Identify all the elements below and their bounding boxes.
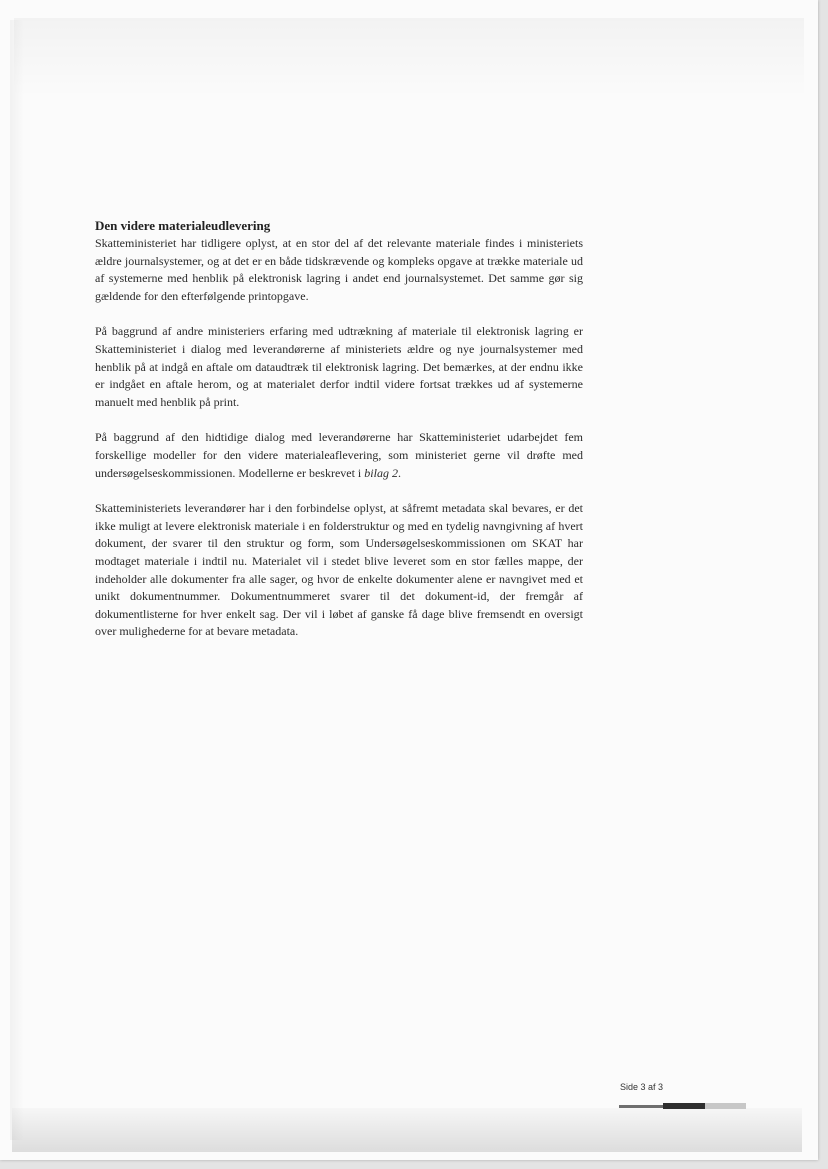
section-heading: Den videre materialeudlevering xyxy=(95,218,271,233)
scan-shadow-top xyxy=(14,18,804,98)
footer-bar-segment xyxy=(705,1103,746,1109)
paragraph-4: Skatteministeriets leverandører har i den forbindelse oplyst, at såfremt metadata skal bevares, er det ikke muligt at levere elektronisk materiale i en folderstruktur og med en tydelig navngivning af hvert dokument, der svarer til den struktur og form, som Undersøgelseskommissionen om SKAT har modtaget materiale i indtil nu. Materialet vil i stedet blive leveret som en stor fælles mappe, der indeholder alle dokumenter fra alle sager, og hvor de enkelte dokumenter alene er navngivet med et unikt dokumentnummer. Dokumentnummeret svarer til det dokument-id, der fremgår af dokumentlisterne for hver enkelt sag. Der vil i løbet af ganske få dage blive fremsendt en oversigt over mulighederne for at bevare metadata. xyxy=(95,501,583,639)
paragraph-3 xyxy=(95,429,583,482)
paragraph-1: Skatteministeriet har tidligere oplyst, at en stor del af det relevante materiale findes i ministeriets ældre journalsystemer, og at det er en både tidskrævende og kompleks opgave at trække materiale ud af systemerne med henblik på elektronisk lagring i andet end journalsystemet. Det samme gør sig gældende for den efterfølgende printopgave. xyxy=(95,236,583,303)
footer-decorative-bar xyxy=(619,1103,746,1111)
scan-shadow-bottom xyxy=(12,1108,802,1152)
appendix-reference: bilag 2 xyxy=(364,465,398,480)
page-number: Side 3 af 3 xyxy=(620,1082,664,1092)
paragraph-3-end: . xyxy=(397,465,401,480)
paragraph-2: På baggrund af andre ministeriers erfaring med udtrækning af materiale til elektronisk lagring er Skatteministeriet i dialog med leverandørerne af ministeriets ældre og nye journalsystemer med henblik på at indgå en aftale om dataudtræk til elektronisk lagring. Det bemærkes, at der endnu ikke er indgået en aftale herom, og at materialet derfor indtil videre fortsat trækkes ud af systemerne manuelt med henblik på print. xyxy=(95,324,583,409)
paragraph-3-text: På baggrund af den hidtidige dialog med leverandørerne har Skatteministeriet udarbejdet fem forskellige modeller for den videre materialeaflevering, som ministeriet gerne vil drøfte med undersøgelseskommissionen. Modellerne er beskrevet i xyxy=(95,430,583,480)
document-body xyxy=(95,217,583,659)
scan-shadow-left xyxy=(10,20,24,1140)
footer-bar-segment xyxy=(663,1103,705,1109)
footer-bar-segment xyxy=(619,1105,663,1108)
